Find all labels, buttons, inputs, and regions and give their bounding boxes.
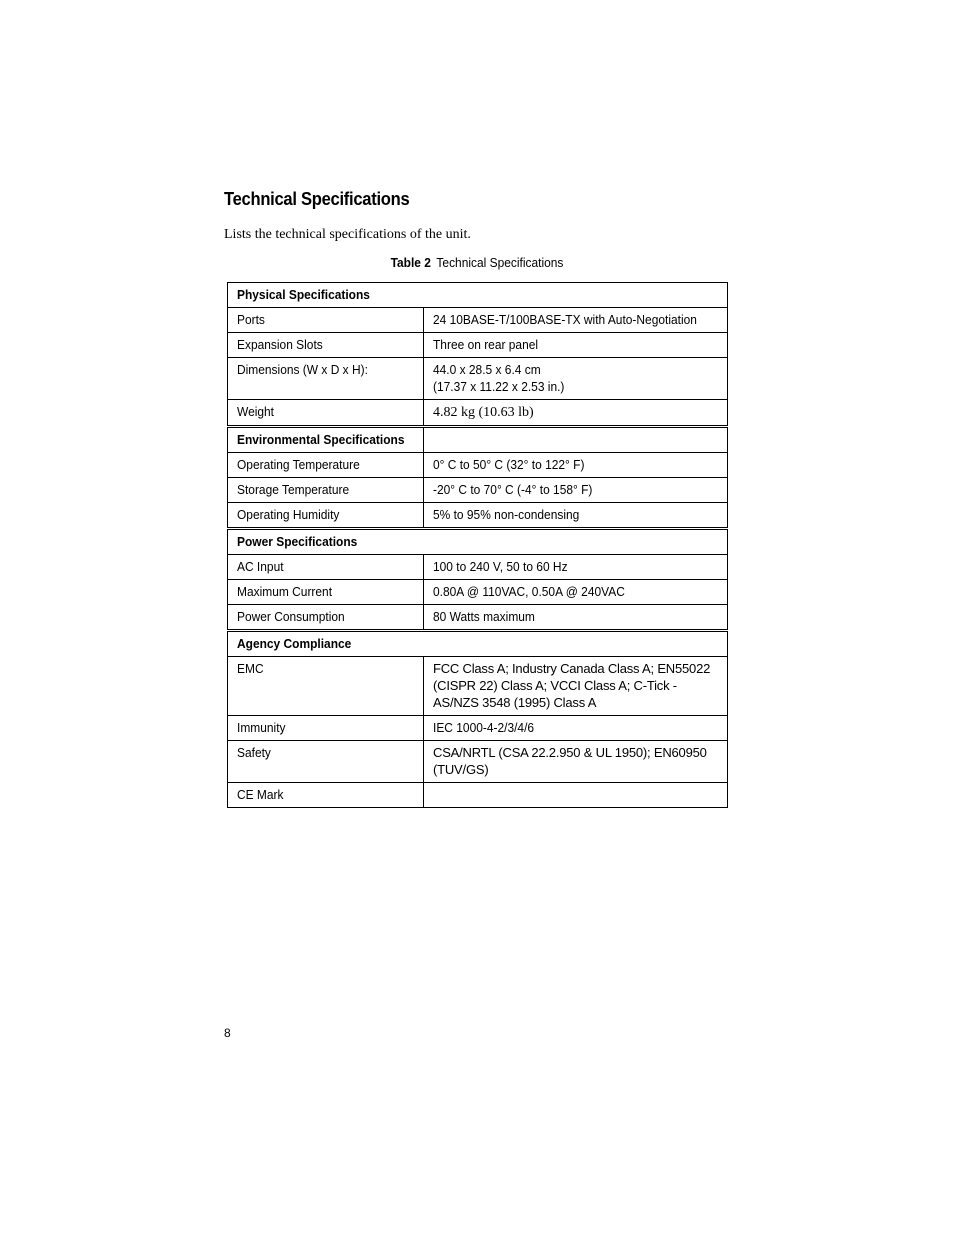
row-value: FCC Class A; Industry Canada Class A; EN55022 (CISPR 22) Class A; VCCI Class A; C-Tick - AS/NZS 3548 (1995) Class A (424, 657, 728, 716)
row-label: Maximum Current (228, 580, 424, 605)
table-row (228, 657, 728, 716)
row-value: 24 10BASE-T/100BASE-TX with Auto-Negotiation (424, 308, 728, 333)
row-label: Power Consumption (228, 605, 424, 631)
table-section-row (228, 427, 728, 453)
table-row (228, 478, 728, 503)
table-caption-label: Table 2 (390, 255, 431, 270)
row-value: Three on rear panel (424, 333, 728, 358)
row-value: 0° C to 50° C (32° to 122° F) (424, 453, 728, 478)
row-value (424, 427, 728, 453)
specifications-table (227, 282, 728, 808)
table-row (228, 580, 728, 605)
table-row (228, 453, 728, 478)
row-label: Expansion Slots (228, 333, 424, 358)
table-caption (38, 255, 916, 270)
table-section-row (228, 283, 728, 308)
table-row (228, 400, 728, 427)
row-value: 0.80A @ 110VAC, 0.50A @ 240VAC (424, 580, 728, 605)
row-value: IEC 1000-4-2/3/4/6 (424, 716, 728, 741)
row-label: Operating Humidity (228, 503, 424, 529)
row-label: Storage Temperature (228, 478, 424, 503)
row-label: Dimensions (W x D x H): (228, 358, 424, 400)
table-row (228, 555, 728, 580)
row-value: 4.82 kg (10.63 lb) (424, 400, 728, 427)
row-label: Safety (228, 741, 424, 783)
table-row (228, 358, 728, 400)
section-header-power: Power Specifications (228, 529, 728, 555)
row-value: 100 to 240 V, 50 to 60 Hz (424, 555, 728, 580)
section-header-agency: Agency Compliance (228, 631, 728, 657)
row-value: -20° C to 70° C (-4° to 158° F) (424, 478, 728, 503)
row-label: Ports (228, 308, 424, 333)
table-row (228, 333, 728, 358)
table-caption-text: Technical Specifications (436, 255, 564, 270)
row-label: AC Input (228, 555, 424, 580)
table-row (228, 503, 728, 529)
table-row (228, 741, 728, 783)
row-label: Operating Temperature (228, 453, 424, 478)
table-section-row (228, 529, 728, 555)
section-header-environmental: Environmental Specifications (228, 427, 424, 453)
table-row (228, 783, 728, 808)
page-number: 8 (224, 1026, 231, 1040)
row-value: 80 Watts maximum (424, 605, 728, 631)
row-label: CE Mark (228, 783, 424, 808)
row-label: EMC (228, 657, 424, 716)
page-title: Technical Specifications (224, 189, 410, 209)
row-value (424, 783, 728, 808)
intro-text: Lists the technical specifications of the unit. (224, 227, 471, 242)
row-value: CSA/NRTL (CSA 22.2.950 & UL 1950); EN60950 (TUV/GS) (424, 741, 728, 783)
row-value: 5% to 95% non-condensing (424, 503, 728, 529)
table-row (228, 605, 728, 631)
section-header-physical: Physical Specifications (228, 283, 728, 308)
table-row (228, 308, 728, 333)
table-section-row (228, 631, 728, 657)
row-label: Weight (228, 400, 424, 427)
row-label: Immunity (228, 716, 424, 741)
row-value: 44.0 x 28.5 x 6.4 cm (17.37 x 11.22 x 2.53 in.) (424, 358, 728, 400)
table-row (228, 716, 728, 741)
